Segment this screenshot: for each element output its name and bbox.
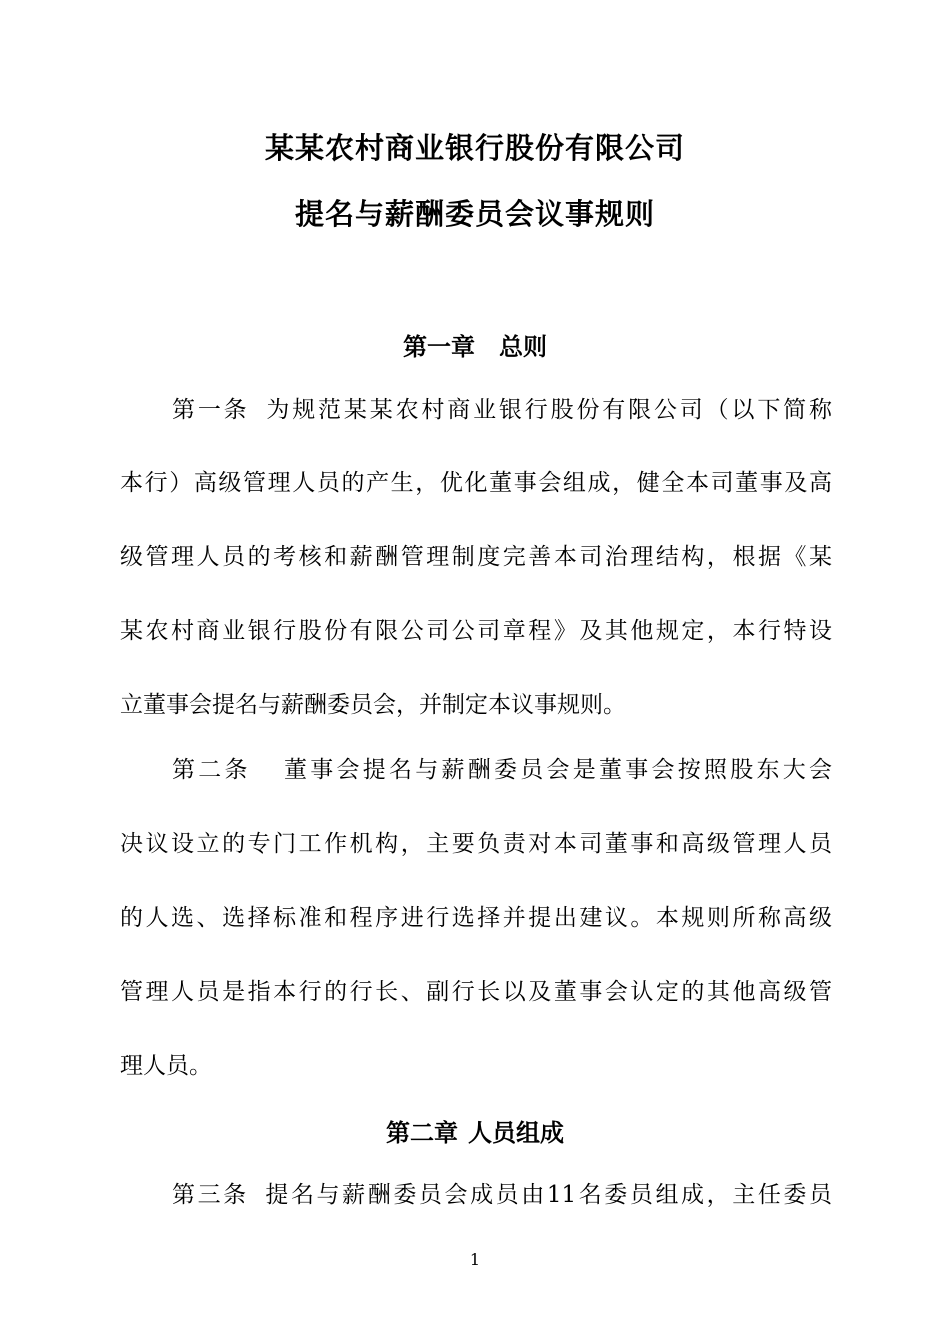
document-title-line-1: 某某农村商业银行股份有限公司 <box>264 131 685 165</box>
chapter-heading <box>0 331 950 363</box>
chapter-number: 第二章 <box>386 1118 458 1147</box>
article-text-line: 级管理人员的考核和薪酬管理制度完善本司治理结构，根据《某 <box>120 544 832 570</box>
chapter-name: 总则 <box>499 332 547 361</box>
document-title-line-2: 提名与薪酬委员会议事规则 <box>294 197 655 231</box>
article-number: 第二条 <box>172 757 251 783</box>
article-text-line: 某农村商业银行股份有限公司公司章程》及其他规定，本行特设 <box>120 618 832 644</box>
article-text-line: 本行）高级管理人员的产生，优化董事会组成，健全本司董事及高 <box>120 470 832 496</box>
article-text-line: 董事会提名与薪酬委员会是董事会按照股东大会 <box>280 757 832 783</box>
article-text-line: 决议设立的专门工作机构，主要负责对本司董事和高级管理人员 <box>120 831 832 857</box>
chapter-name: 人员组成 <box>468 1118 564 1147</box>
chapter-heading <box>0 1117 950 1149</box>
article-first-line <box>172 1177 832 1213</box>
article-text-line: 的人选、选择标准和程序进行选择并提出建议。本规则所称高级 <box>120 905 832 931</box>
article-text-line: 为规范某某农村商业银行股份有限公司（以下简称 <box>263 397 832 423</box>
article-number: 第一条 <box>172 397 250 423</box>
article-text-line: 理人员。 <box>120 1053 212 1079</box>
article-text-line: 立董事会提名与薪酬委员会，并制定本议事规则。 <box>120 692 626 718</box>
article-number: 第三条 <box>172 1182 249 1208</box>
article-text-line: 提名与薪酬委员会成员由11名委员组成，主任委员 <box>262 1182 832 1208</box>
article-first-line <box>172 752 832 788</box>
article-text-line: 管理人员是指本行的行长、副行长以及董事会认定的其他高级管 <box>120 979 832 1005</box>
article-first-line <box>172 392 832 428</box>
page-number: 1 <box>469 1250 481 1269</box>
chapter-number: 第一章 <box>403 332 475 361</box>
